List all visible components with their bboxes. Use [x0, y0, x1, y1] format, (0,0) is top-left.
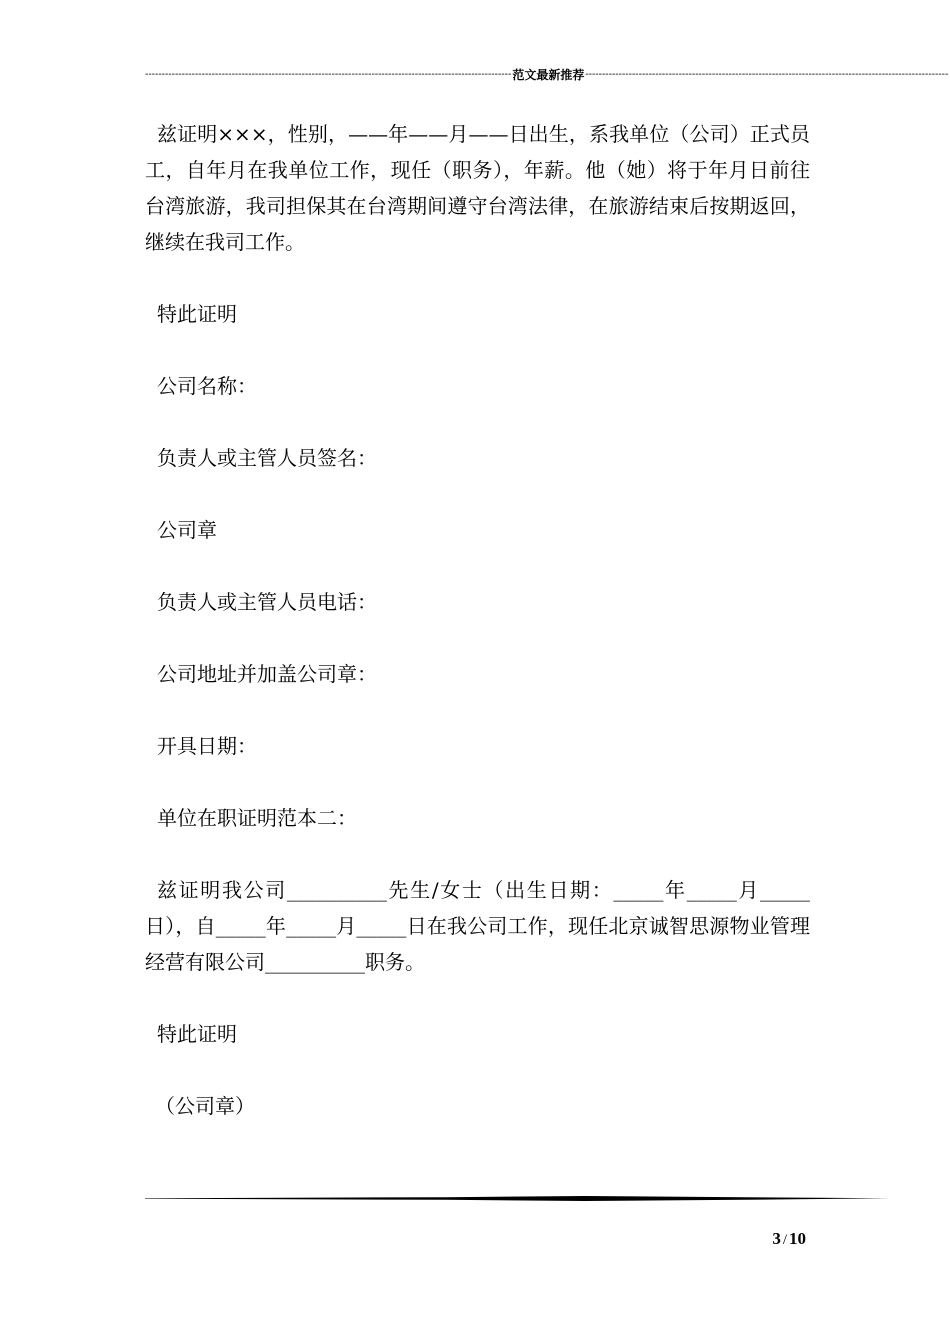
page-number: [740, 1228, 806, 1251]
page-total: 10: [789, 1229, 806, 1248]
paragraph-certificate-1: 兹证明×××，性别，——年——月——日出生，系我单位（公司）正式员工，自年月在我单位工作，现任（职务），年薪。他（她）将于年月日前往台湾旅游，我司担保其在台湾期间遵守台湾法律，在旅游结束后按期返回，继续在我司工作。: [145, 122, 810, 254]
paragraph-hereby-certify-1: 特此证明: [157, 302, 237, 326]
footer-rule: [145, 1196, 890, 1201]
document-body: [145, 116, 810, 1124]
paragraph-issue-date: 开具日期：: [157, 734, 257, 758]
page-separator: /: [782, 1232, 787, 1248]
paragraph-hereby-certify-2: 特此证明: [157, 1022, 237, 1046]
paragraph-seal-note: （公司章）: [155, 1094, 255, 1118]
paragraph-manager-signature: 负责人或主管人员签名：: [157, 446, 377, 470]
header-rule-right: -------------------------------------------------------------------------------------------------------------: [585, 69, 949, 80]
header-title: 范文最新推荐: [512, 68, 585, 82]
paragraph-company-address: 公司地址并加盖公司章：: [157, 662, 377, 686]
paragraph-template-two-heading: 单位在职证明范本二：: [157, 806, 357, 830]
paragraph-company-seal: 公司章: [157, 518, 217, 542]
header-rule-left: --------------------------------------------------------------------------------------------------------------: [145, 69, 512, 80]
page-header: [145, 66, 949, 84]
page-current: 3: [772, 1229, 781, 1248]
paragraph-certificate-2: 兹证明我公司__________先生/女士（出生日期：_____年_____月_____日），自_____年_____月_____日在我公司工作，现任北京诚智思源物业管理经营有限公司__________职务。: [145, 878, 810, 974]
paragraph-manager-phone: 负责人或主管人员电话：: [157, 590, 377, 614]
paragraph-company-name: 公司名称：: [157, 374, 257, 398]
